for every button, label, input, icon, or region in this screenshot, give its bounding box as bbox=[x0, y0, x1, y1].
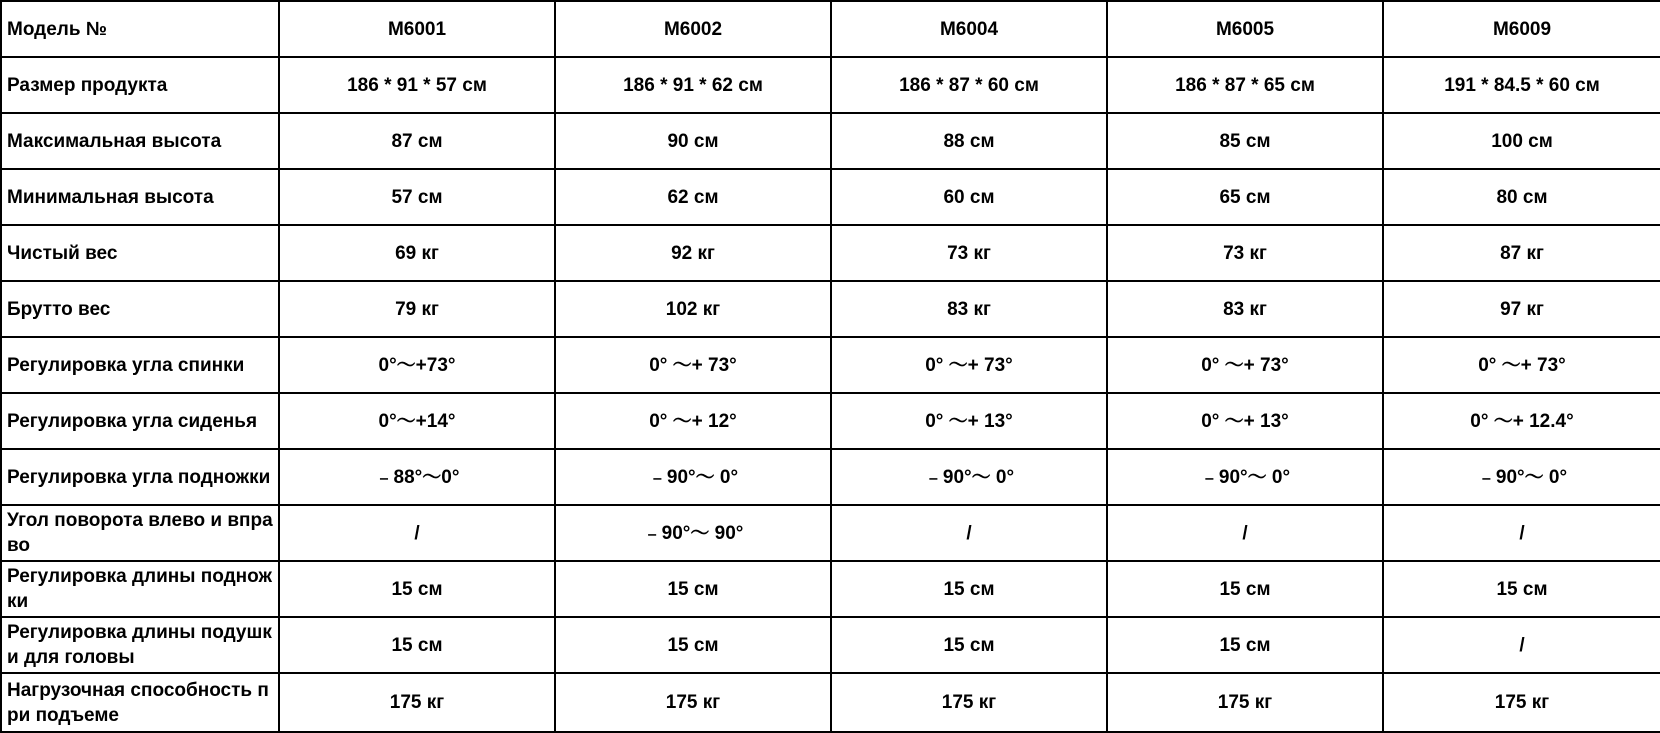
row-value-cell: 90 см bbox=[555, 113, 831, 169]
row-label-cell: Регулировка угла спинки bbox=[1, 337, 279, 393]
row-value-cell: / bbox=[1383, 505, 1660, 561]
row-value-cell: 65 см bbox=[1107, 169, 1383, 225]
row-value-cell: ﹣90°～ 0° bbox=[555, 449, 831, 505]
table-row bbox=[1, 225, 1660, 281]
row-value-cell: / bbox=[279, 505, 555, 561]
row-value-cell: 15 см bbox=[1383, 561, 1660, 617]
row-value-cell: 15 см bbox=[1107, 561, 1383, 617]
row-value-cell: 73 кг bbox=[831, 225, 1107, 281]
row-value-cell: ﹣88°～0° bbox=[279, 449, 555, 505]
row-value-cell: 191 * 84.5 * 60 см bbox=[1383, 57, 1660, 113]
row-value-cell: 186 * 91 * 62 см bbox=[555, 57, 831, 113]
table-row bbox=[1, 169, 1660, 225]
row-label-cell: Максимальная высота bbox=[1, 113, 279, 169]
row-value-cell: 186 * 87 * 60 см bbox=[831, 57, 1107, 113]
row-value-cell: ﹣90°～ 0° bbox=[831, 449, 1107, 505]
row-value-cell: 79 кг bbox=[279, 281, 555, 337]
row-value-cell: 0° ～+ 73° bbox=[831, 337, 1107, 393]
row-value-cell: / bbox=[831, 505, 1107, 561]
row-label-cell: Регулировка угла сиденья bbox=[1, 393, 279, 449]
row-value-cell: 80 см bbox=[1383, 169, 1660, 225]
row-label-cell: Размер продукта bbox=[1, 57, 279, 113]
table-row bbox=[1, 505, 1660, 561]
table-row bbox=[1, 561, 1660, 617]
table-row bbox=[1, 617, 1660, 673]
row-value-cell: 83 кг bbox=[831, 281, 1107, 337]
row-value-cell: 0°～+73° bbox=[279, 337, 555, 393]
row-value-cell: 175 кг bbox=[1107, 673, 1383, 732]
row-value-cell: 15 см bbox=[1107, 617, 1383, 673]
table-row bbox=[1, 57, 1660, 113]
row-value-cell: / bbox=[1383, 617, 1660, 673]
row-label-cell: Регулировка длины подножки bbox=[1, 561, 279, 617]
row-value-cell: 0° ～+ 73° bbox=[1383, 337, 1660, 393]
row-value-cell: 97 кг bbox=[1383, 281, 1660, 337]
spec-table-body bbox=[1, 1, 1660, 732]
row-value-cell: 0° ～+ 13° bbox=[1107, 393, 1383, 449]
header-model-cell: M6001 bbox=[279, 1, 555, 57]
row-value-cell: 57 см bbox=[279, 169, 555, 225]
row-value-cell: 83 кг bbox=[1107, 281, 1383, 337]
row-value-cell: 102 кг bbox=[555, 281, 831, 337]
row-value-cell: 60 см bbox=[831, 169, 1107, 225]
row-label-cell: Угол поворота влево и вправо bbox=[1, 505, 279, 561]
header-model-cell: M6004 bbox=[831, 1, 1107, 57]
row-value-cell: 15 см bbox=[279, 617, 555, 673]
row-label-cell: Минимальная высота bbox=[1, 169, 279, 225]
row-label-cell: Нагрузочная способность при подъеме bbox=[1, 673, 279, 732]
row-value-cell: 92 кг bbox=[555, 225, 831, 281]
table-row bbox=[1, 393, 1660, 449]
row-value-cell: / bbox=[1107, 505, 1383, 561]
row-value-cell: 0° ～+ 12° bbox=[555, 393, 831, 449]
row-value-cell: 186 * 91 * 57 см bbox=[279, 57, 555, 113]
row-value-cell: ﹣90°～ 0° bbox=[1383, 449, 1660, 505]
row-value-cell: 175 кг bbox=[1383, 673, 1660, 732]
row-value-cell: 15 см bbox=[831, 561, 1107, 617]
row-value-cell: 85 см bbox=[1107, 113, 1383, 169]
row-value-cell: 175 кг bbox=[279, 673, 555, 732]
row-value-cell: 73 кг bbox=[1107, 225, 1383, 281]
table-row bbox=[1, 281, 1660, 337]
table-row bbox=[1, 449, 1660, 505]
row-value-cell: 175 кг bbox=[831, 673, 1107, 732]
row-value-cell: 15 см bbox=[555, 617, 831, 673]
row-value-cell: ﹣90°～ 90° bbox=[555, 505, 831, 561]
table-header-row bbox=[1, 1, 1660, 57]
row-value-cell: 62 см bbox=[555, 169, 831, 225]
table-row bbox=[1, 673, 1660, 732]
row-value-cell: 69 кг bbox=[279, 225, 555, 281]
row-value-cell: 88 см bbox=[831, 113, 1107, 169]
row-label-cell: Брутто вес bbox=[1, 281, 279, 337]
row-value-cell: 100 см bbox=[1383, 113, 1660, 169]
row-value-cell: 0° ～+ 12.4° bbox=[1383, 393, 1660, 449]
header-model-cell: M6009 bbox=[1383, 1, 1660, 57]
row-label-cell: Регулировка длины подушки для головы bbox=[1, 617, 279, 673]
header-model-cell: M6002 bbox=[555, 1, 831, 57]
row-value-cell: 175 кг bbox=[555, 673, 831, 732]
row-label-cell: Чистый вес bbox=[1, 225, 279, 281]
row-value-cell: 15 см bbox=[279, 561, 555, 617]
row-value-cell: 87 см bbox=[279, 113, 555, 169]
table-row bbox=[1, 113, 1660, 169]
row-value-cell: 0°～+14° bbox=[279, 393, 555, 449]
row-value-cell: 0° ～+ 13° bbox=[831, 393, 1107, 449]
row-value-cell: 87 кг bbox=[1383, 225, 1660, 281]
row-label-cell: Регулировка угла подножки bbox=[1, 449, 279, 505]
row-value-cell: ﹣90°～ 0° bbox=[1107, 449, 1383, 505]
header-model-cell: M6005 bbox=[1107, 1, 1383, 57]
row-value-cell: 186 * 87 * 65 см bbox=[1107, 57, 1383, 113]
row-value-cell: 0° ～+ 73° bbox=[1107, 337, 1383, 393]
row-value-cell: 15 см bbox=[831, 617, 1107, 673]
row-value-cell: 15 см bbox=[555, 561, 831, 617]
header-label-cell: Модель № bbox=[1, 1, 279, 57]
row-value-cell: 0° ～+ 73° bbox=[555, 337, 831, 393]
table-row bbox=[1, 337, 1660, 393]
